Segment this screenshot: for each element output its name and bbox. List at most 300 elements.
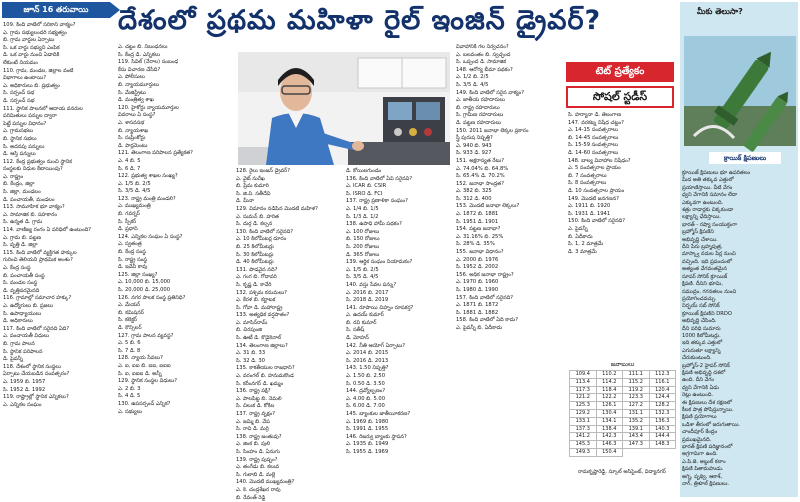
question-line: ఎ. పంచాయతీ విధులు bbox=[3, 333, 50, 340]
question-line: 130. ఉపసర్పంచ్ ఎన్నిక? bbox=[118, 400, 171, 407]
sidebar-line: క్షిపణి అభివృద్ధి దశలో bbox=[682, 369, 726, 376]
answer-cell: 131.1 bbox=[623, 409, 650, 417]
question-line: 152. జనాభా సాంద్రత? bbox=[456, 180, 504, 187]
question-line: సి. స్థానిక పరిపాలన bbox=[3, 348, 43, 355]
column-4 bbox=[346, 168, 452, 497]
missile-illustration bbox=[684, 36, 796, 146]
question-line: 140. వస్తు సేవల పన్ను? bbox=[346, 281, 397, 288]
answer-cell: 149.3 bbox=[570, 448, 597, 456]
question-line: డి. 365 రోజులు bbox=[346, 251, 380, 258]
train-driver-illustration bbox=[238, 52, 450, 165]
question-line: ఎ. 10 కిలోమీటర్ల దూరం bbox=[236, 236, 287, 243]
question-line: ఎ. 2014 బి. 2015 bbox=[346, 350, 389, 357]
question-line: డి. మీనా bbox=[236, 198, 255, 205]
answer-cell: 130.4 bbox=[596, 409, 623, 417]
question-line: 144. ద్రవ్యోల్బణం? bbox=[346, 388, 386, 395]
question-line: 123. రాష్ట్ర మంత్రి మండలి? bbox=[118, 195, 176, 202]
answers-table bbox=[569, 370, 676, 457]
question-line: 150. 2011 జనాభా లెక్కల ప్రకారం bbox=[456, 127, 529, 134]
question-line: 118. దేశంలో స్థానిక సంస్థలు bbox=[3, 363, 61, 370]
question-line: బి. రాష్ట్ర రహదారులు bbox=[456, 104, 500, 111]
question-line: సి. 1991 డి. 1955 bbox=[346, 426, 389, 433]
question-line: ఎ. 14-15 సంవత్సరాలు bbox=[568, 127, 619, 134]
question-line: ఎ. వరంగల్ బి. హనుమకొండ bbox=[236, 373, 294, 380]
sidebar-line: ప్రయాణిస్తాయి. వీటి వేగం bbox=[682, 184, 733, 191]
question-line: 145. బ్యాంకుల జాతీయీకరణ? bbox=[346, 411, 411, 417]
question-line: 139. రాష్ట్ర పుష్పం? bbox=[236, 456, 278, 463]
answers-row bbox=[570, 402, 676, 410]
question-line: ఎ. మాసిన్‌రామ్ bbox=[236, 319, 268, 326]
question-line: 149. కింది వాటిలో సరైన వాక్యం? bbox=[456, 89, 525, 96]
question-line: డి. పట్టణ రహదారులు bbox=[456, 119, 501, 126]
question-line: 138. ఉపాధి హామీ పథకం? bbox=[346, 221, 402, 228]
sidebar-line: ఎగురుతూ లక్ష్యాన్ని bbox=[682, 347, 721, 354]
question-line: సి. స్పీకర్ bbox=[118, 218, 137, 225]
question-line: 156. అధిక జనాభా రాష్ట్రం? bbox=[456, 271, 514, 278]
sidebar-line: ఇది తక్కువ ఎత్తులో bbox=[682, 340, 723, 347]
sidebar-line: క్షిపణి ప్రయోగాలు bbox=[682, 414, 717, 421]
question-line: బి. గవర్నర్ bbox=[118, 211, 140, 218]
answer-cell: 121.2 bbox=[570, 394, 597, 402]
question-line: సి. 1951 డి. 1901 bbox=[456, 218, 499, 225]
question-line: సి. ఉపాధ్యాయులు bbox=[3, 310, 42, 317]
question-line: 124. ఎన్నికల సంఘం ఏ సంస్థ? bbox=[118, 233, 183, 240]
column-5 bbox=[456, 44, 562, 497]
sidebar-line: 1000 కిలోమీటర్లు. bbox=[682, 332, 721, 339]
question-line: ఎ. కేరళ బి. కర్ణాటక bbox=[236, 297, 276, 304]
answer-cell: 135.2 bbox=[623, 417, 650, 425]
sidebar-line: క్రూయిజ్ క్షిపణిని DRDO bbox=[682, 310, 732, 317]
sidebar-line: చేరుకుంటుంది. bbox=[682, 355, 712, 362]
sidebar-line: దీని పరిధి సుమారు bbox=[682, 325, 721, 332]
question-line: బి. న్యాయమూర్తులు bbox=[118, 81, 160, 88]
question-line: డి. మోహన్ bbox=[346, 335, 369, 342]
question-line: 148. బాల్య వివాహాల నిషేధం? bbox=[568, 157, 631, 164]
question-line: ఎ. ICAR బి. CSIR bbox=[346, 183, 387, 190]
question-line: సి. 1881 డి. 1882 bbox=[456, 309, 499, 316]
sidebar-line: వచ్చింది. ఇది ప్రపంచంలో bbox=[682, 258, 732, 265]
answer-cell: 115.2 bbox=[623, 378, 650, 386]
question-line: డి. 40 కిలోమీటర్లు bbox=[236, 259, 274, 266]
question-line: ఎ. 1/4 బి. 1/5 bbox=[346, 205, 379, 212]
question-line: సి. 20,000 డి. 25,000 bbox=[118, 287, 171, 293]
question-line: ఎ. 31.16% బి. 25% bbox=[456, 233, 504, 240]
answers-row bbox=[570, 386, 676, 394]
question-line: డి. ప్రధాని bbox=[118, 226, 138, 233]
question-line: డి. మంత్రిత్వ శాఖ bbox=[118, 97, 154, 104]
question-line: ఎ. 1871 బి. 1872 bbox=[456, 302, 499, 309]
question-line: సి. 1/3 డి. 1/2 bbox=[346, 213, 379, 220]
question-line: 138. రాష్ట్ర జంతువు? bbox=[236, 433, 282, 440]
sidebar-line: బ్రహ్మోస్ క్షిపణిని bbox=[682, 229, 714, 236]
question-line: బి. 150 రోజులు bbox=[346, 236, 380, 243]
answer-cell: 119.2 bbox=[623, 386, 650, 394]
question-line: సి. ఒక వార్డు సభ్యుని ఎంపిక bbox=[3, 44, 60, 51]
question-line: బి. రవి కుమార్ bbox=[346, 319, 377, 326]
answers-row bbox=[570, 425, 676, 433]
question-line: 120. హైకోర్టు న్యాయమూర్తుల bbox=[118, 104, 179, 111]
question-line: ఎ. గంగ బి. గోదావరి bbox=[236, 274, 277, 281]
answer-cell: 126.1 bbox=[596, 402, 623, 410]
question-line: కేసు విచారణ చేసేది? bbox=[118, 66, 161, 73]
question-line: ఎ. చట్టం బి. నిబంధనలు bbox=[118, 44, 168, 50]
question-line: బి. పంచాయతీ సంస్థ bbox=[3, 272, 45, 279]
question-line: సి. 1952 డి. 2002 bbox=[456, 264, 499, 271]
answer-cell: 113.4 bbox=[570, 378, 597, 386]
question-line: బి. స్థానిక సభలు bbox=[3, 135, 37, 142]
question-line: సి. హర్యానా డి. తెలంగాణ bbox=[568, 112, 622, 118]
question-line: ఎ. పైవన్నీ bbox=[568, 225, 588, 232]
question-line: సి. 28% డి. 35% bbox=[456, 241, 495, 248]
question-line: సి. 8 సంవత్సరాలు bbox=[568, 180, 607, 187]
question-line: ఎ. 100 రోజులు bbox=[346, 228, 380, 235]
question-line: సి. 3/5 డి. 4/5 bbox=[346, 274, 379, 281]
question-line: ఎ. 1.50 బి. 2.50 bbox=[346, 373, 386, 380]
answer-cell: 123.3 bbox=[623, 394, 650, 402]
answer-cell: 125.3 bbox=[570, 402, 597, 410]
question-line: బి. 25 కిలోమీటర్లు bbox=[236, 243, 274, 250]
question-line: 151. అక్షరాస్యత రేటు? bbox=[456, 157, 505, 164]
question-line: 135. కాకతీయుల రాజధాని? bbox=[236, 365, 295, 372]
question-line: ఎ. 1/5 బి. 2/5 bbox=[118, 180, 151, 187]
answer-cell: 128.2 bbox=[649, 402, 676, 410]
question-line: సి. 65.4% డి. 70.2% bbox=[456, 173, 505, 180]
question-line: సి. గోవా డి. మహారాష్ట్ర bbox=[236, 304, 283, 311]
question-line: సి. రావి డి. మర్రి bbox=[236, 426, 269, 433]
answer-cell: 110.2 bbox=[596, 371, 623, 379]
question-line: 142. నీతి ఆయోగ్ ఏర్పాటు? bbox=[346, 342, 406, 349]
question-line: 137. రాష్ట్ర ప్రణాళికా సంఘం? bbox=[346, 198, 408, 205]
question-line: ఎ. 4 బి. 5 bbox=[118, 157, 141, 164]
answer-cell: 137.3 bbox=[570, 425, 597, 433]
sidebar-line: ఎక్కువగా ఉంటుంది. bbox=[682, 199, 724, 206]
question-line: స్త్రీ పురుష నిష్పత్తి? bbox=[456, 135, 493, 142]
answer-cell: 150.4 bbox=[596, 448, 623, 456]
question-line: లేకుంటే నియమం bbox=[3, 59, 38, 66]
question-line: పెట్టే పన్నుల విధానం? bbox=[3, 120, 47, 127]
question-line: ఎ. స్వతంత్ర bbox=[118, 241, 142, 248]
answer-cell: 127.2 bbox=[623, 402, 650, 410]
answer-cell: 118.4 bbox=[596, 386, 623, 394]
sidebar-line: ఉంది. దీని వేగం bbox=[682, 377, 715, 384]
question-line: ఎ. 5 బి. 6 bbox=[118, 340, 141, 347]
question-line: డి. సర్పంచ్ సభ bbox=[3, 97, 35, 104]
question-line: సి. 7 డి. 8 bbox=[118, 347, 141, 354]
question-line: సి. 6 డి. 7 bbox=[118, 165, 141, 172]
question-line: బి. కేంద్ర సంస్థ bbox=[118, 249, 146, 256]
answers-row bbox=[570, 371, 676, 379]
question-line: 147. వరకట్న నిషేధ చట్టం? bbox=[568, 119, 624, 126]
photo-train-driver bbox=[238, 52, 450, 165]
question-line: ఎ. పాలపిట్ట బి. నెమలి bbox=[236, 395, 282, 402]
subject-banner: సోషల్ స్టడీస్ bbox=[566, 86, 674, 108]
question-line: 136. రాష్ట్ర పక్షి? bbox=[236, 388, 271, 395]
question-line: ఎ. 382 బి. 325 bbox=[456, 188, 492, 195]
question-line: సి. మండల సంస్థ bbox=[3, 280, 38, 287]
headline: దేశంలో ప్రథమ మహిళా రైల్ ఇంజిన్ డ్రైవర్? bbox=[118, 5, 602, 36]
sidebar-line: ధ్వని వేగానికి సమానం లేదా bbox=[682, 192, 738, 199]
question-line: ఎ. గ్రామ సభ్యులందరి సభ్యత్వం bbox=[3, 29, 67, 36]
sidebar-line: క్రూయిజ్ క్షిపణులు భూ ఉపరితలం bbox=[682, 170, 751, 176]
missile-image bbox=[684, 36, 796, 146]
question-line: సి. 1, 2 మాత్రమే bbox=[568, 241, 604, 248]
question-line: ఎ. తంగేడు బి. కలువ bbox=[236, 464, 280, 471]
question-line: ఎ. 940 బి. 943 bbox=[456, 142, 492, 149]
answers-row bbox=[570, 417, 676, 425]
question-line: బి. ప్రేమ కుమారి bbox=[236, 183, 269, 190]
question-line: సి. సర్పంచ్ సభ bbox=[3, 90, 35, 97]
sidebar-line: సూపర్ సోనిక్ క్రూయిజ్ bbox=[682, 273, 728, 280]
question-line: ఎ. వైట్ సురేఖ bbox=[236, 175, 265, 182]
question-line: ఎ. జాతీయ రహదారులు bbox=[456, 97, 505, 104]
question-line: ఎ. ఉద్యోగులు బి. ప్రజలు bbox=[3, 302, 53, 309]
question-line: ఎ. గ్రామసభలు bbox=[3, 128, 34, 135]
answer-cell: 142.3 bbox=[596, 433, 623, 441]
sidebar-line: ఒడిశా తీరంలో జరుగుతాయి. bbox=[682, 421, 741, 428]
sidebar-line: శత్రు రాడార్లకు చిక్కకుండా bbox=[682, 207, 734, 214]
question-line: వివరాలు ఏ సంస్థ? bbox=[118, 112, 156, 119]
answer-cell: 141.2 bbox=[570, 433, 597, 441]
question-line: బి. 7 సంవత్సరాలు bbox=[568, 172, 607, 179]
question-line: ఎ. రాష్ట్రం bbox=[3, 173, 24, 180]
question-line: ఎ. బలవంతం బి. స్వచ్ఛంద bbox=[456, 51, 511, 58]
question-line: 149. మొదటి జనగణన? bbox=[568, 195, 619, 202]
question-line: సి. 30 కిలోమీటర్లు bbox=[236, 251, 274, 258]
question-line: సి. కలెక్టర్ bbox=[118, 317, 138, 324]
question-line: 130. కింది వాటిలో సరైనది? bbox=[236, 228, 294, 235]
question-line: 117. కింది వాటిలో సరైనది ఏది? bbox=[3, 325, 70, 332]
question-line: ఎ. గ్రామ బి. పట్టణ bbox=[3, 234, 42, 241]
answer-cell: 124.4 bbox=[649, 394, 676, 402]
answers-row bbox=[570, 441, 676, 449]
answers-row bbox=[570, 378, 676, 386]
sidebar-line: ధ్వని వేగానికి ఏడు bbox=[682, 384, 719, 391]
question-line: డి. కౌన్సిలర్ bbox=[118, 324, 142, 331]
question-line: డి. ఒక వార్డు నుంచి ఏడాదికి bbox=[3, 52, 60, 59]
question-line: 121. తెలంగాణ పరిపాలన ప్రత్యేకత? bbox=[118, 150, 193, 157]
sidebar-subtitle: క్రాయిక్ క్షిపణులు bbox=[709, 152, 781, 164]
question-line: 141. రూపాయి చిహ్నం రూపకర్త? bbox=[346, 304, 414, 311]
sidebar-line: నాగ్, త్రిశూల్ క్షిపణులు. bbox=[682, 481, 730, 488]
question-line: బి. గ్రామ వార్డుల ఏర్పాటు bbox=[3, 37, 55, 44]
question-line: ఎ. 1/2 బి. 2/5 bbox=[456, 74, 489, 81]
question-line: సి. సుప్రీంకోర్టు bbox=[118, 135, 146, 142]
question-line: 143. 1.50 నిష్పత్తి? bbox=[346, 365, 389, 372]
question-line: బి. చిరపుంజి bbox=[236, 327, 262, 334]
question-line: ఎ. పైవన్నీ బి. ఏదీకాదు bbox=[456, 324, 503, 331]
question-line: 157. కింది వాటిలో సరైనది? bbox=[456, 294, 514, 301]
sidebar-line: దీని పేరు బ్రహ్మపుత్ర, bbox=[682, 244, 723, 251]
date-tab: జూన్ 16 తరువాయి bbox=[2, 2, 110, 18]
question-line: సి. 0.50 డి. 3.50 bbox=[346, 380, 385, 387]
column-2 bbox=[118, 44, 232, 497]
answer-cell: 122.2 bbox=[596, 394, 623, 402]
question-line: 131. పొడవైన నది? bbox=[236, 266, 278, 273]
question-line: బి. న్యాయశాఖ bbox=[118, 127, 149, 134]
question-line: సి. అదనపు పన్నులు bbox=[3, 143, 45, 150]
question-line: సి. గ్రామీణ రహదారులు bbox=[456, 112, 504, 119]
question-line: సి. గులాబి డి. మల్లె bbox=[236, 471, 276, 478]
answer-cell: 138.4 bbox=[596, 425, 623, 433]
question-line: 153. మొదటి జనాభా లెక్కలు? bbox=[456, 203, 520, 210]
question-line: ఎ. 31 బి. 33 bbox=[236, 350, 266, 357]
question-line: డి. కోయిలగుండం bbox=[346, 168, 382, 174]
question-line: సి. 1955 డి. 1969 bbox=[346, 448, 389, 455]
answers-row bbox=[570, 409, 676, 417]
question-line: డి. 10 సంవత్సరాల ప్రాయం bbox=[568, 187, 625, 194]
sidebar-line: అభివృద్ధి చేశాయి. bbox=[682, 236, 718, 243]
special-banner: టెట్ ప్రత్యేకం bbox=[566, 62, 674, 82]
answer-cell: 116.1 bbox=[649, 378, 676, 386]
question-line: 125. జిల్లా సంఖ్య? bbox=[118, 271, 158, 278]
question-line: సి. 312 డి. 400 bbox=[456, 195, 492, 202]
question-line: సి. కృష్ణ డి. కావేరి bbox=[236, 281, 272, 288]
answer-cell: 109.4 bbox=[570, 371, 597, 379]
author-credit: రామకృష్ణారెడ్డి, స్కూల్ అసిస్టెంట్, విద్యానగర్ bbox=[578, 469, 666, 475]
question-line: బి. రేవంత్ రెడ్డి bbox=[236, 494, 266, 501]
question-line: 155. జనాభా విధానం? bbox=[456, 249, 504, 256]
question-line: సి. ఉన్నత డి. గ్రామ bbox=[3, 219, 43, 226]
question-line: డి. 14-60 సంవత్సరాలు bbox=[568, 149, 619, 156]
answers-title: జవాబులు bbox=[610, 361, 635, 368]
question-line: సి. 1952 డి. 1992 bbox=[3, 386, 46, 393]
question-line: సి. 6.00 డి. 7.00 bbox=[346, 403, 385, 410]
question-line: 150. కింది వాటిలో సరైనది? bbox=[568, 218, 626, 225]
question-line: ఎ. 1/5 బి. 2/5 bbox=[346, 266, 379, 273]
answers-box bbox=[569, 360, 676, 464]
question-line: బి. కమిషనర్ bbox=[118, 309, 144, 316]
question-line: ఎ. ఎన్నికల సంఘం bbox=[3, 401, 42, 408]
question-line: 112. కేంద్ర ప్రభుత్వం నుంచి స్థానిక bbox=[3, 158, 72, 165]
answers-row bbox=[570, 433, 676, 441]
question-line: 110. గ్రామ, మండల, జిల్లాల వంటి bbox=[3, 67, 74, 74]
question-line: 158. కింది వాటిలో ఏది కాదు? bbox=[456, 317, 518, 324]
sidebar-line: అగ్రగామిగా ఉంది. bbox=[682, 451, 718, 458]
question-line: పరిమితులు పన్నుల ద్వారా bbox=[3, 113, 57, 120]
answer-cell: 114.2 bbox=[596, 378, 623, 386]
sidebar-line: అత్యంత వేగవంతమైన bbox=[682, 266, 727, 273]
question-line: 132. పశ్చిమ కనుమలు? bbox=[236, 289, 287, 296]
question-line: సి. ఊటీ డి. కొడైకెనాల్ bbox=[236, 335, 282, 342]
question-line: ఎ. జమ్మి బి. వేప bbox=[236, 418, 270, 425]
sidebar-line: ప్రయోగించవచ్చు. bbox=[682, 295, 717, 302]
question-line: ఎ. 1969 బి. 1980 bbox=[346, 418, 389, 425]
question-line: 127. గ్రామ పాలన వ్యవస్థ? bbox=[118, 332, 174, 339]
question-line: సి. 3/5 డి. 4/5 bbox=[456, 81, 489, 88]
question-line: ఎ. 2016 బి. 2017 bbox=[346, 289, 389, 296]
answer-cell: 132.3 bbox=[649, 409, 676, 417]
question-line: ఎ. శాసనసభ bbox=[118, 119, 145, 126]
answer-cell: 147.3 bbox=[623, 441, 650, 449]
question-line: 136. కింది వాటిలో ఏవి సరైనవి? bbox=[346, 175, 413, 182]
question-line: 140. మొదటి ముఖ్యమంత్రి? bbox=[236, 479, 295, 486]
sidebar-line: బ్రహ్మోస్-2 హైపర్ సోనిక్ bbox=[682, 362, 730, 369]
question-line: సి. చిలుక డి. కోకిల bbox=[236, 403, 275, 410]
question-line: ఎ. పోలీసులు bbox=[118, 74, 145, 81]
question-line: సి. సింహం డి. ఏనుగు bbox=[236, 448, 280, 455]
answer-cell: 143.4 bbox=[623, 433, 650, 441]
question-line: ఎ. 5 సంవత్సరాల ప్రాయం bbox=[568, 165, 621, 172]
question-line: సి. ఐ, ఐఐఐ డి. అన్నీ bbox=[118, 370, 162, 377]
question-line: ఎ. 10,000 బి. 15,000 bbox=[118, 279, 171, 286]
question-line: సి. దుర్గ డి. కల్పన bbox=[236, 221, 273, 228]
question-line: 126. నగర పాలక సంస్థ ప్రతినిధి? bbox=[118, 294, 186, 301]
question-line: 154. పట్టణ జనాభా? bbox=[456, 226, 501, 233]
question-line: సి. 3/5 డి. 4/5 bbox=[118, 188, 151, 195]
question-line: సి. 32 డి. 30 bbox=[236, 357, 265, 364]
question-line: ఎ. 1872 బి. 1881 bbox=[456, 211, 499, 218]
question-line: సి. మేజిస్ట్రేటు bbox=[118, 89, 146, 96]
question-line: సంస్థలకు నిధుల కేటాయింపు? bbox=[3, 166, 63, 173]
question-line: సి. 1931 డి. 1941 bbox=[568, 210, 611, 217]
question-line: డి. పార్లమెంటు bbox=[118, 142, 148, 149]
question-line: డి. ఆస్తి పన్నులు bbox=[3, 151, 36, 158]
question-line: 116. గ్రామాల్లో సమాచార హక్కు? bbox=[3, 295, 72, 302]
question-line: 128. న్యాయ సేవలు? bbox=[118, 355, 163, 362]
question-line: ఎ. 74.04% బి. 64.8% bbox=[456, 165, 509, 172]
answer-cell: 133.1 bbox=[570, 417, 597, 425]
question-line: 113. సామూహిక భూ వాక్యం? bbox=[3, 204, 65, 211]
answer-cell: 120.4 bbox=[649, 386, 676, 394]
question-line: బి. 14-45 సంవత్సరాలు bbox=[568, 134, 619, 141]
question-line: ఎ. 1959 బి. 1957 bbox=[3, 378, 46, 385]
question-line: ఎ. 1911 బి. 1920 bbox=[568, 203, 611, 210]
sidebar-line: మాస్క్వా నదుల పేర్ల నుంచి bbox=[682, 251, 736, 258]
sidebar-line: కీలక పాత్ర పోషిస్తున్నాయి. bbox=[682, 407, 734, 413]
question-line: 114. వాణిజ్య రంగం ఏ పరిధిలో ఉంటుంది? bbox=[3, 227, 92, 234]
sidebar-line: సముద్రం, గగనతలం నుంచి bbox=[682, 288, 737, 295]
answer-cell: 140.3 bbox=[649, 425, 676, 433]
sidebar-line: ఈ క్షిపణులు దేశ రక్షణలో bbox=[682, 399, 732, 406]
question-line: డి. 3 మాత్రమే bbox=[568, 248, 597, 255]
question-line: ఎ. కె. చంద్రశేఖర రావు bbox=[236, 486, 281, 493]
sidebar-line: మీద అతి తక్కువ ఎత్తులో bbox=[682, 177, 734, 184]
answer-cell: 145.3 bbox=[570, 441, 597, 449]
sidebar-line: భారత్ - రష్యా సంయుక్తంగా bbox=[682, 221, 738, 228]
question-line: ఎ. 2000 బి. 1976 bbox=[456, 256, 499, 263]
answer-cell: 146.3 bbox=[596, 441, 623, 449]
sidebar-line: ఎ.పి.జె. అబ్దుల్ కలాం bbox=[682, 458, 726, 465]
question-line: 115. కింది వాటిలో వ్యక్తిగత హక్కుల bbox=[3, 249, 77, 256]
question-line: 119. రాష్ట్రాల్లో స్థానిక ఎన్నికలు? bbox=[3, 394, 69, 401]
question-line: బి. కేంద్రం, జిల్లా bbox=[3, 181, 35, 188]
question-line: ఎ. సుమన్ బి. హరిత bbox=[236, 213, 279, 220]
question-line: సి. ISRO డి. FCI bbox=[346, 190, 383, 197]
answers-row bbox=[570, 394, 676, 402]
column-1 bbox=[3, 22, 111, 497]
question-line: సి. 2018 డి. 2019 bbox=[346, 297, 389, 304]
question-line: 128. రైలు ఇంజన్ డ్రైవర్? bbox=[236, 168, 291, 174]
sidebar-line: క్షిపణి. దీనిని భూమి, bbox=[682, 281, 723, 288]
question-line: సి. 200 రోజులు bbox=[346, 243, 380, 250]
sidebar-line: నిర్భయ్ సబ్ సోనిక్ bbox=[682, 303, 720, 310]
question-line: డి. ఇవేవీ కావు bbox=[118, 264, 148, 271]
question-line: సి. కేంద్ర డి. ఎన్నికలు bbox=[118, 51, 161, 58]
question-line: ఎ. ఐ, ఐఐ బి. ఐఐ, ఐఐఐ bbox=[118, 362, 171, 369]
question-line: సి. సతీష్ bbox=[346, 327, 365, 334]
sidebar-title: మీకు తెలుసా? bbox=[697, 7, 743, 16]
answer-cell: 112.3 bbox=[649, 371, 676, 379]
sidebar-line: భారత్ క్షిపణి పరిజ్ఞానంలో bbox=[682, 444, 733, 451]
column-6 bbox=[568, 112, 676, 358]
sidebar-line: లక్ష్యాన్ని ఛేదిస్తాయి. bbox=[682, 214, 721, 221]
question-line: 122. ప్రభుత్వ శాఖల సంఖ్య? bbox=[118, 173, 178, 180]
answer-cell: 139.1 bbox=[623, 425, 650, 433]
question-line: డి. పంచాయతీ, మండలం bbox=[3, 196, 55, 203]
question-line: సి. వృత్తి డి. జిల్లా bbox=[3, 242, 38, 249]
question-line: 109. కింది వాటిలో సరికాని వాక్యం? bbox=[3, 22, 76, 28]
question-line: సి. 1980 డి. 1990 bbox=[456, 287, 499, 293]
